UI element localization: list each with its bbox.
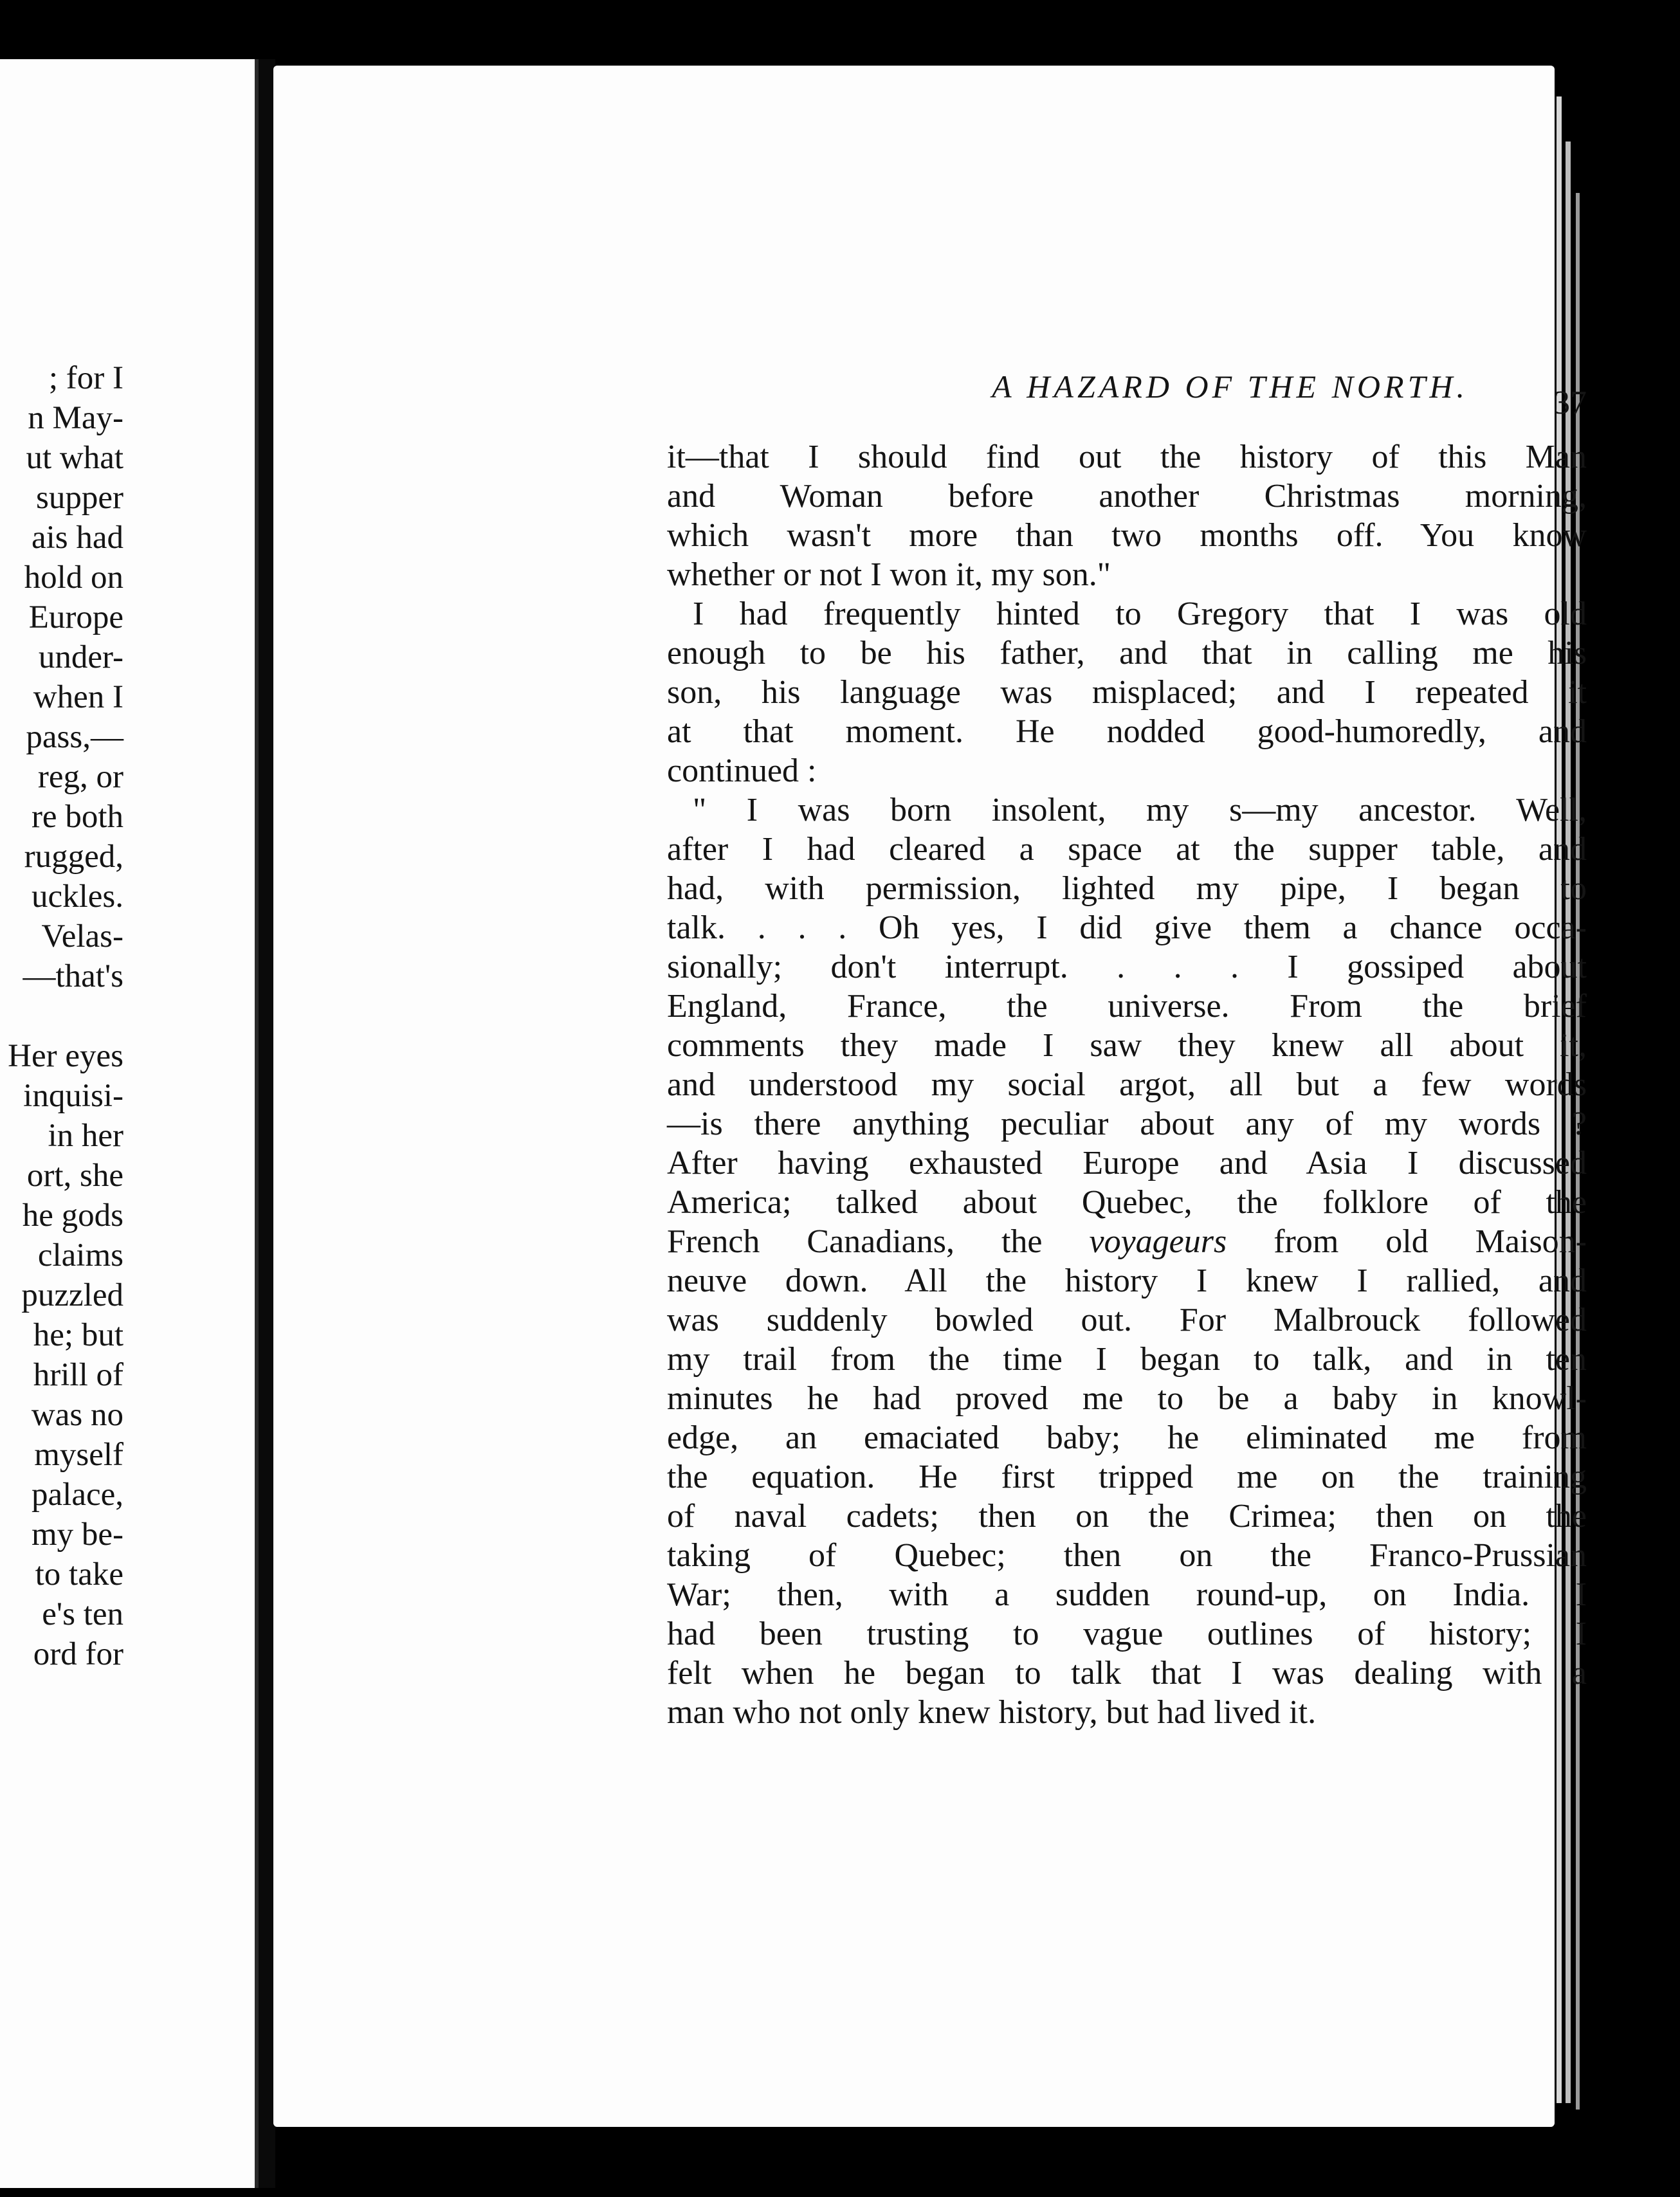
left-page-line: n May- xyxy=(28,400,123,436)
left-page-line: e's ten xyxy=(42,1596,123,1632)
left-page-line: to take xyxy=(35,1556,123,1592)
text-line: had been trusting to vague outlines of history; I xyxy=(667,1616,1587,1652)
text-line: After having exhausted Europe and Asia I discussed xyxy=(667,1145,1587,1181)
left-page-line: reg, or xyxy=(37,759,123,795)
text-line: at that moment. He nodded good-humoredly, and xyxy=(667,713,1587,750)
left-facing-page xyxy=(0,59,259,2188)
text-line: it—that I should find out the history of this Man xyxy=(667,439,1587,475)
left-page-line: rugged, xyxy=(24,839,123,875)
text-line: felt when he began to talk that I was dealing with a xyxy=(667,1655,1587,1691)
text-line: whether or not I won it, my son." xyxy=(667,556,1111,593)
book-page xyxy=(273,66,1587,2127)
left-page-line: ut what xyxy=(26,440,123,476)
left-page-line: pass,— xyxy=(26,719,123,755)
text-line: " I was born insolent, my s—my ancestor. Well, xyxy=(693,792,1587,828)
left-page-line: inquisi- xyxy=(23,1078,123,1114)
text-line: comments they made I saw they knew all about it, xyxy=(667,1027,1587,1064)
text-line: was suddenly bowled out. For Malbrouck followed xyxy=(667,1302,1587,1338)
text-line: and Woman before another Christmas morning, xyxy=(667,478,1587,515)
left-page-line: hrill of xyxy=(33,1357,123,1393)
left-page-line: ort, she xyxy=(26,1158,123,1194)
text-line: enough to be his father, and that in calling me his xyxy=(667,635,1587,671)
left-page-line: was no xyxy=(31,1397,123,1433)
text-line: after I had cleared a space at the supper table, and xyxy=(667,831,1587,868)
page-number: 37 xyxy=(1553,385,1587,421)
text-line: —is there anything peculiar about any of my words ? xyxy=(667,1106,1587,1142)
text-line: sionally; don't interrupt. . . . I gossiped about xyxy=(667,949,1587,985)
left-page-line: he; but xyxy=(33,1317,123,1353)
text-line: French Canadians, the voyageurs from old Maison- xyxy=(667,1223,1587,1260)
left-page-line: when I xyxy=(33,679,123,715)
text-line: I had frequently hinted to Gregory that I was old xyxy=(693,596,1587,632)
text-line: minutes he had proved me to be a baby in knowl- xyxy=(667,1380,1587,1417)
left-page-line: Europe xyxy=(28,599,123,635)
left-page-line: re both xyxy=(31,799,123,835)
left-page-line: myself xyxy=(34,1437,123,1473)
left-page-line: palace, xyxy=(32,1477,123,1513)
left-page-line: ; for I xyxy=(48,360,123,396)
left-page-line: —that's xyxy=(23,958,123,994)
left-page-line: uckles. xyxy=(31,879,123,915)
left-page-line: my be- xyxy=(31,1517,123,1553)
text-line: which wasn't more than two months off. You know xyxy=(667,517,1587,554)
text-line: America; talked about Quebec, the folklore of the xyxy=(667,1184,1587,1221)
text-line: had, with permission, lighted my pipe, I began to xyxy=(667,870,1587,907)
left-page-line: puzzled xyxy=(21,1277,123,1313)
text-line: War; then, with a sudden round-up, on India. I xyxy=(667,1576,1587,1613)
text-line: man who not only knew history, but had lived it. xyxy=(667,1694,1317,1731)
left-page-line: Velas- xyxy=(41,918,123,954)
page-body-text xyxy=(667,437,1587,1732)
text-line: the equation. He first tripped me on the training xyxy=(667,1459,1587,1495)
text-line: of naval cadets; then on the Crimea; then on the xyxy=(667,1498,1587,1535)
left-page-line: under- xyxy=(38,639,123,675)
left-page-line: in her xyxy=(48,1118,123,1154)
left-page-line: hold on xyxy=(24,560,123,596)
text-line: taking of Quebec; then on the Franco-Prussian xyxy=(667,1537,1587,1574)
left-page-line: ord for xyxy=(33,1636,123,1672)
text-line: my trail from the time I began to talk, and in ten xyxy=(667,1341,1587,1378)
text-line: England, France, the universe. From the brief xyxy=(667,988,1587,1025)
left-page-line: claims xyxy=(37,1237,123,1273)
text-line: and understood my social argot, all but a few words xyxy=(667,1066,1587,1103)
left-page-line: Her eyes xyxy=(8,1038,123,1074)
text-line: neuve down. All the history I knew I rallied, and xyxy=(667,1263,1587,1299)
left-page-line: supper xyxy=(36,480,123,516)
left-page-line: he gods xyxy=(22,1198,123,1234)
left-page-line: ais had xyxy=(31,520,123,556)
running-head: A HAZARD OF THE NORTH. xyxy=(992,369,1468,405)
text-line: continued : xyxy=(667,752,817,789)
text-line: son, his language was misplaced; and I repeated it xyxy=(667,674,1587,711)
text-line: talk. . . . Oh yes, I did give them a chance occa- xyxy=(667,909,1587,946)
text-line: edge, an emaciated baby; he eliminated me from xyxy=(667,1419,1587,1456)
